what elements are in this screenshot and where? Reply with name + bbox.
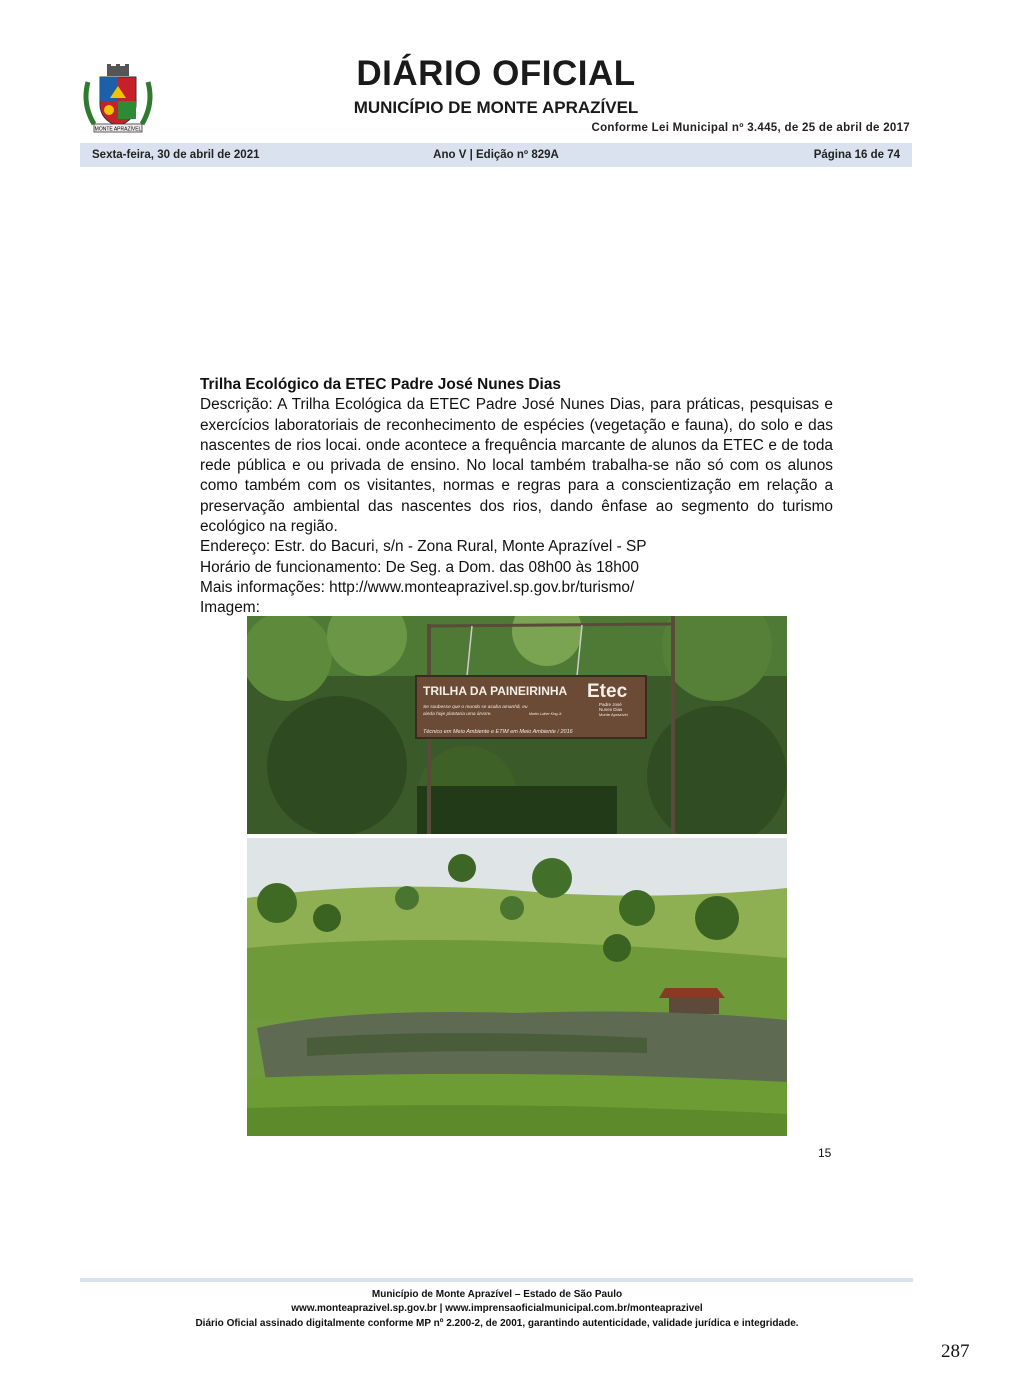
article-heading: Trilha Ecológico da ETEC Padre José Nunes Dias bbox=[200, 376, 561, 393]
newspaper-title: DIÁRIO OFICIAL bbox=[356, 54, 636, 93]
article-hours: Horário de funcionamento: De Seg. a Dom. das 08h00 às 18h00 bbox=[200, 558, 639, 576]
law-reference: Conforme Lei Municipal nº 3.445, de 25 de abril de 2017 bbox=[591, 122, 910, 134]
document-page-number: 287 bbox=[941, 1341, 970, 1362]
crest-ribbon-text: MONTE APRAZÍVEL bbox=[94, 126, 142, 133]
sign-school-line3: Monte Aprazível bbox=[599, 712, 628, 717]
footer-signature-notice: Diário Oficial assinado digitalmente conforme MP nº 2.200-2, de 2001, garantindo autenticidade, validade jurídica e integridade. bbox=[195, 1318, 799, 1329]
trail-sign-photo bbox=[247, 616, 787, 834]
sign-title: TRILHA DA PAINEIRINHA bbox=[423, 684, 568, 698]
sign-school-line2: Nunes Dias bbox=[599, 707, 623, 712]
article-address: Endereço: Estr. do Bacuri, s/n - Zona Rural, Monte Aprazível - SP bbox=[200, 538, 647, 556]
municipal-coat-of-arms bbox=[80, 64, 156, 134]
sign-course: Técnico em Meio Ambiente e ETIM em Meio Ambiente / 2016 bbox=[423, 729, 573, 735]
sign-school-line1: Padre José bbox=[599, 702, 622, 707]
article-description: Descrição: A Trilha Ecológica da ETEC Padre José Nunes Dias, para práticas, pesquisas e exercícios laboratoriais de reconhecimento de espécies (vegetação e fauna), do solo e das nascentes de rios locai. onde acontece a frequência marcante de alunos da ETEC e de toda rede pública e ou privada de ensino. No local também trabalha-se não só com os alunos como também com os visitantes, normas e regras para a conscientização em relação a preservação ambiental das nascentes dos rios, dando ênfase ao segmento do turismo ecológico na região. bbox=[200, 396, 833, 536]
footer-municipality: Município de Monte Aprazível – Estado de São Paulo bbox=[371, 1289, 623, 1300]
sign-brand: Etec bbox=[587, 681, 628, 702]
newspaper-subtitle: MUNICÍPIO DE MONTE APRAZÍVEL bbox=[353, 98, 639, 117]
sign-quote-line2: ainda hoje plantaria uma árvore. bbox=[423, 712, 492, 717]
sign-quote-line1: Se soubesse que o mundo se acaba amanhã, eu bbox=[423, 705, 528, 710]
footer-websites: www.monteaprazivel.sp.gov.br | www.imprensaoficialmunicipal.com.br/monteaprazivel bbox=[291, 1303, 703, 1314]
article bbox=[200, 375, 833, 619]
pond-landscape-photo bbox=[247, 838, 787, 1136]
edition-number: Ano V | Edição nº 829A bbox=[433, 149, 559, 161]
publication-date: Sexta-feira, 30 de abril de 2021 bbox=[92, 149, 260, 161]
article-more-info: Mais informações: http://www.monteaprazivel.sp.gov.br/turismo/ bbox=[200, 578, 635, 596]
info-bar bbox=[80, 143, 912, 167]
source-page-number: 15 bbox=[818, 1146, 832, 1160]
page-indicator: Página 16 de 74 bbox=[813, 149, 900, 161]
article-image-label: Imagem: bbox=[200, 599, 260, 617]
footer-divider bbox=[80, 1278, 913, 1282]
sign-quote-author: Martin Luther King Jr. bbox=[529, 712, 563, 716]
